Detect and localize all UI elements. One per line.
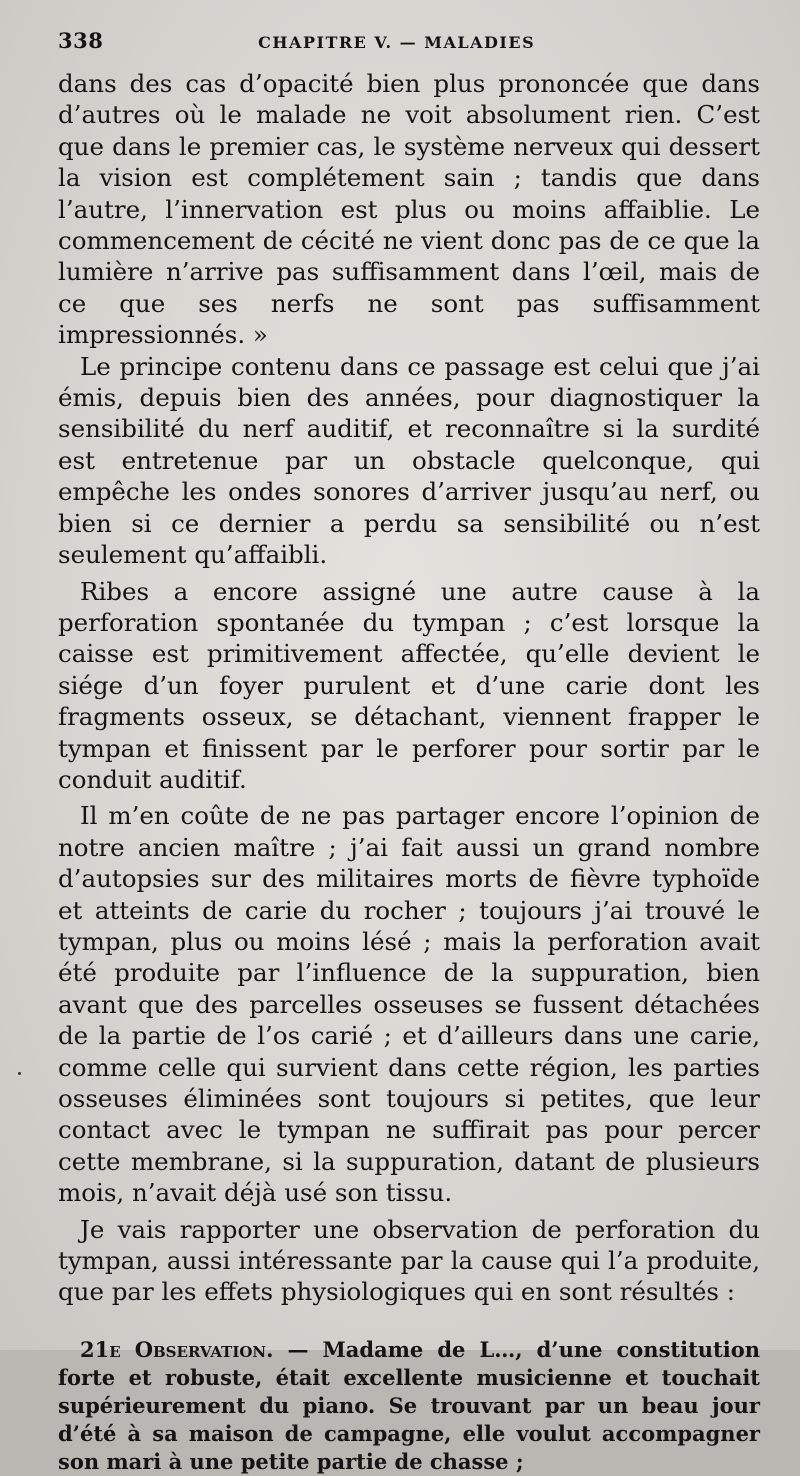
running-head xyxy=(58,28,760,64)
paragraph: Le principe contenu dans ce passage est celui que j’ai émis, depuis bien des années, pour diagnostiquer la sensibilité du nerf auditif, et reconnaître si la surdité est entretenue par un obstacle quelconque, qui empêche les ondes sonores d’arriver jusqu’au nerf, ou bien si ce dernier a perdu sa sensibilité ou n’est seulement qu’affaibli. xyxy=(58,351,760,570)
ink-speck xyxy=(18,1072,21,1075)
observation-text: — Madame de L…, d’une constitution forte et robuste, était excellente musicienne et touchait supérieurement du piano. Se trouvant par un beau jour d’été à sa maison de campagne, elle voulut accompagner son mari à une petite partie de chasse ; xyxy=(58,1336,760,1474)
page-number: 338 xyxy=(58,28,104,53)
observation-label: 21e Observation. xyxy=(80,1336,274,1362)
paragraph: Je vais rapporter une observation de perforation du tympan, aussi intéressante par la cause qui l’a produite, que par les effets physiologiques qui en sont résultés : xyxy=(58,1214,760,1307)
paragraph: Ribes a encore assigné une autre cause à la perforation spontanée du tympan ; c’est lorsque la caisse est primitivement affectée, qu’elle devient le siége d’un foyer purulent et d’une carie dont les fragments osseux, se détachant, viennent frapper le tympan et finissent par le perforer pour sortir par le conduit auditif. xyxy=(58,576,760,794)
observation-paragraph xyxy=(58,1336,760,1476)
chapter-title: CHAPITRE V. — MALADIES xyxy=(258,33,536,52)
body-text xyxy=(58,68,760,1308)
paragraph: Il m’en coûte de ne pas partager encore l’opinion de notre ancien maître ; j’ai fait aussi un grand nombre d’autopsies sur des militaires morts de fièvre typhoïde et atteints de carie du rocher ; toujours j’ai trouvé le tympan, plus ou moins lésé ; mais la perforation avait été produite par l’influence de la suppuration, bien avant que des parcelles osseuses se fussent détachées de la partie de l’os carié ; et d’ailleurs dans une carie, comme celle qui survient dans cette région, les parties osseuses éliminées sont toujours si petites, que leur contact avec le tympan ne suffirait pas pour percer cette membrane, si la suppuration, datant de plusieurs mois, n’avait déjà usé son tissu. xyxy=(58,801,760,1208)
observation-block xyxy=(58,1336,760,1476)
paragraph: dans des cas d’opacité bien plus prononcée que dans d’autres où le malade ne voit absolument rien. C’est que dans le premier cas, le système nerveux qui dessert la vision est complétement sain ; tandis que dans l’autre, l’innervation est plus ou moins affaiblie. Le commencement de cécité ne vient donc pas de ce que la lumière n’arrive pas suffisamment dans l’œil, mais de ce que ses nerfs ne sont pas suffisamment impressionnés. » xyxy=(58,69,760,350)
